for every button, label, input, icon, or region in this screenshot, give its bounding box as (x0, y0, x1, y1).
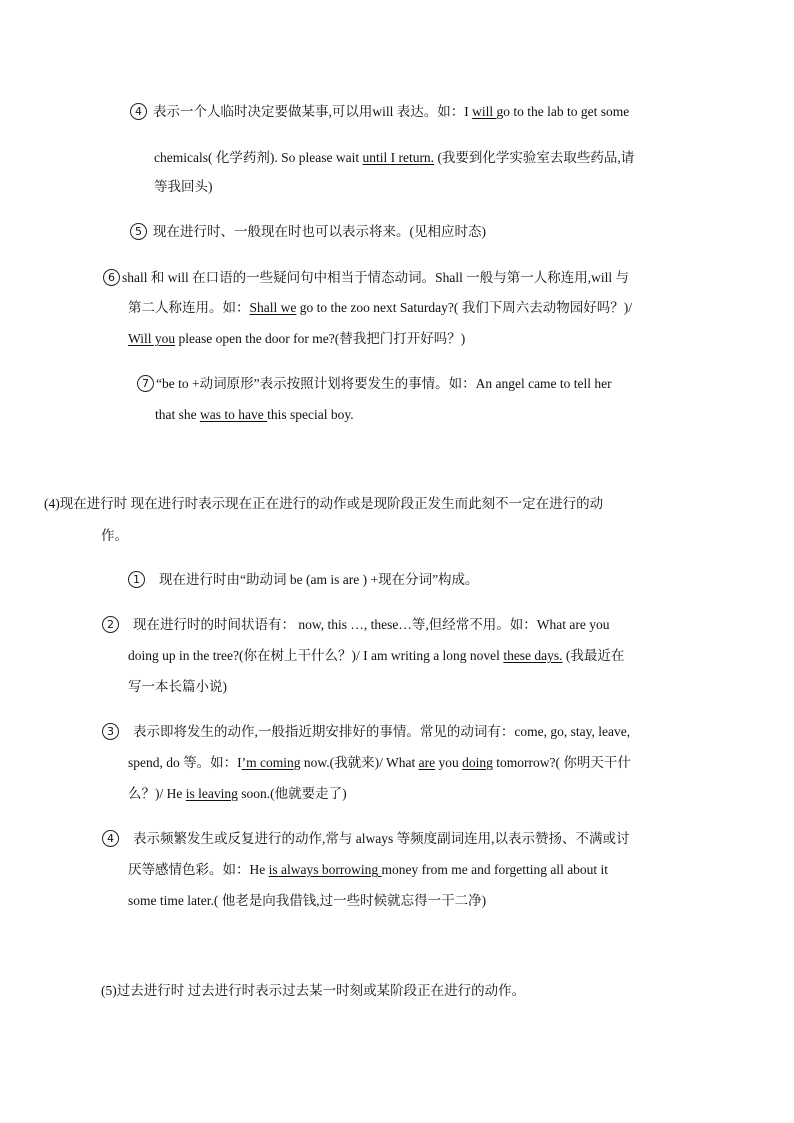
circled-number-4: 4 (130, 103, 147, 120)
item-planned-action-line2: spend, do 等。如：I’m coming now.(我就来)/ What are you doing tomorrow?( 你明天干什 (128, 755, 631, 770)
section-present-progressive-heading-cont: 作。 (101, 528, 128, 543)
item-frequent-action-line1: 4 表示频繁发生或反复进行的动作,常与 always 等频度副词连用,以表示赞扬、不满或讨 (102, 831, 630, 848)
item-be-to-line2: that she was to have this special boy. (155, 407, 354, 422)
item-present-future: 5 现在进行时、一般现在时也可以表示将来。(见相应时态) (130, 224, 486, 241)
item-frequent-action-line3: some time later.( 他老是向我借钱,过一些时候就忘得一干二净) (128, 893, 487, 908)
item-will-line2: chemicals( 化学药剂). So please wait until I return. (我要到化学实验室去取些药品,请 (154, 150, 635, 165)
item-planned-action-line1: 3 表示即将发生的动作,一般指近期安排好的事情。常见的动词有：come, go, stay, leave, (102, 724, 630, 741)
item-time-adverbials-line3: 写一本长篇小说) (128, 679, 227, 694)
section-past-progressive-heading: (5)过去进行时 过去进行时表示过去某一时刻或某阶段正在进行的动作。 (101, 983, 526, 998)
item-shall-will-line1: 6 shall 和 will 在口语的一些疑问句中相当于情态动词。Shall 一般与第一人称连用,will 与 (103, 270, 629, 287)
item-will-line3: 等我回头) (154, 179, 213, 194)
item-will-line1: 4 表示一个人临时决定要做某事,可以用will 表达。如：I will go to the lab to get some (130, 104, 629, 121)
circled-number-4b: 4 (102, 830, 119, 847)
item-time-adverbials-line1: 2 现在进行时的时间状语有： now, this …, these…等,但经常不用。如：What are you (102, 617, 609, 634)
circled-number-2: 2 (102, 616, 119, 633)
item-time-adverbials-line2: doing up in the tree?(你在树上干什么？)/ I am writing a long novel these days. (我最近在 (128, 648, 625, 663)
item-frequent-action-line2: 厌等感情色彩。如：He is always borrowing money from me and forgetting all about it (128, 862, 609, 877)
section-present-progressive-heading: (4)现在进行时 现在进行时表示现在正在进行的动作或是现阶段正发生而此刻不一定在进行的动 (44, 496, 604, 511)
item-shall-will-line3: Will you please open the door for me?(替我把门打开好吗？) (128, 331, 466, 346)
item-planned-action-line3: 么？)/ He is leaving soon.(他就要走了) (128, 786, 347, 801)
circled-number-7: 7 (137, 375, 154, 392)
item-be-to-line1: 7 “be to +动词原形”表示按照计划将要发生的事情。如：An angel came to tell her (137, 376, 612, 393)
item-shall-will-line2: 第二人称连用。如：Shall we go to the zoo next Saturday?( 我们下周六去动物园好吗？)/ (128, 300, 632, 315)
circled-number-5: 5 (130, 223, 147, 240)
circled-number-3: 3 (102, 723, 119, 740)
circled-number-6: 6 (103, 269, 120, 286)
circled-number-1: 1 (128, 571, 145, 588)
item-progressive-form: 1 现在进行时由“助动词 be (am is are ) +现在分词”构成。 (128, 572, 479, 589)
